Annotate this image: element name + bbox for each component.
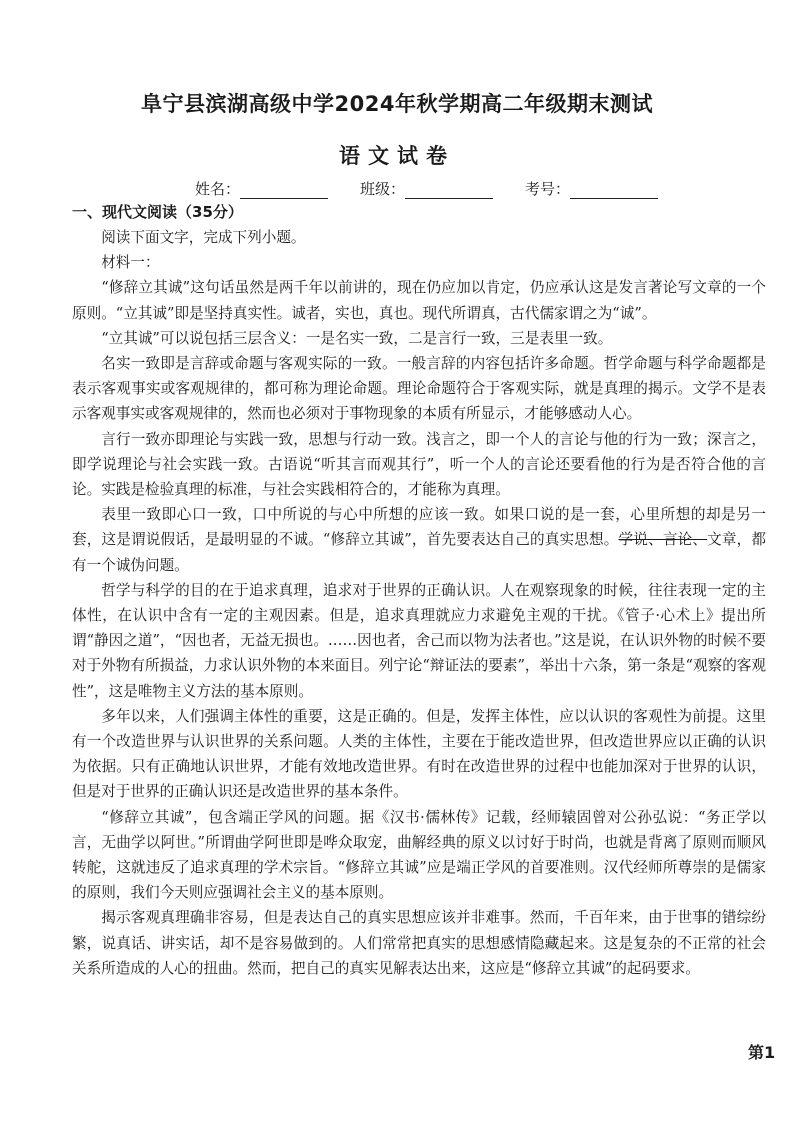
paragraph: “修辞立其诚”这句话虽然是两千年以前讲的，现在仍应加以肯定，仍应承认这是发言著论写文章的一个原则。“立其诚”即是坚持真实性。诚者，实也，真也。现代所谓真，古代儒家谓之为“诚”。	[72, 279, 766, 322]
paragraph: 哲学与科学的目的在于追求真理，追求对于世界的正确认识。人在观察现象的时候，往往表现一定的主体性，在认识中含有一定的主观因素。但是，追求真理就应力求避免主观的干扰。《管子·心术上》提出所谓“静因之道”，“因也者，无益无损也。……因也者，舍己而以物为法者也。”这是说，在认识外物的时候不要对于外物有所损益，力求认识外物的本来面目。列宁论“辩证法的要素”，举出十六条，第一条是“观察的客观性”，这是唯物主义方法的基本原则。	[72, 581, 766, 700]
paragraph: 多年以来，人们强调主体性的重要，这是正确的。但是，发挥主体性，应以认识的客观性为前提。这里有一个改造世界与认识世界的关系问题。人类的主体性，主要在于能改造世界，但改造世界应以正确的认识为依据。只有正确地认识世界，才能有效地改造世界。有时在改造世界的过程中也能加深对于世界的认识，但是对于世界的正确认识还是改造世界的基本条件。	[72, 707, 766, 801]
name-blank[interactable]	[240, 184, 328, 199]
paragraph: “修辞立其诚”，包含端正学风的问题。据《汉书·儒林传》记载，经师辕固曾对公孙弘说：“务正学以言，无曲学以阿世。”所谓曲学阿世即是哗众取宠，曲解经典的原义以讨好于时尚，也就是背离了原则而顺风转舵，这就违反了追求真理的学术宗旨。“修辞立其诚”应是端正学风的首要准则。汉代经师所尊崇的是儒家的原则，我们今天则应强调社会主义的基本原则。	[72, 808, 766, 902]
exam-no-blank[interactable]	[570, 184, 658, 199]
name-label: 姓名：	[195, 180, 241, 198]
paragraph: 揭示客观真理确非容易，但是表达自己的真实思想应该并非难事。然而，千百年来，由于世事的错综纷繁，说真话、讲实话，却不是容易做到的。人们常常把真实的思想感情隐藏起来。这是复杂的不正常的社会关系所造成的人心的扭曲。然而，把自己的真实见解表达出来，这应是“修辞立其诚”的起码要求。	[72, 909, 766, 977]
section-heading: 一、现代文阅读（35分）	[72, 203, 243, 221]
instruction-text: 阅读下面文字，完成下列小题。	[101, 229, 306, 246]
class-blank[interactable]	[405, 184, 493, 199]
struck-text: 学说、言论、	[618, 531, 708, 549]
exam-subtitle: 语文试卷	[339, 144, 455, 168]
paragraph: 言行一致亦即理论与实践一致，思想与行动一致。浅言之，即一个人的言论与他的行为一致；深言之，即学说理论与社会实践一致。古语说“听其言而观其行”，听一个人的言论还要看他的行为是否符合他的言论。实践是检验真理的标准，与社会实践相符合的，才能称为真理。	[72, 430, 766, 499]
paragraph: “立其诚”可以说包括三层含义：一是名实一致，二是言行一致，三是表里一致。	[101, 329, 613, 347]
page-number: 第1	[748, 1043, 776, 1062]
exam-title: 阜宁县滨湖高级中学2024年秋学期高二年级期末测试	[141, 92, 653, 116]
exam-no-label: 考号：	[525, 180, 571, 198]
paragraph	[72, 502, 766, 578]
reading-passage	[72, 225, 766, 981]
class-label: 班级：	[360, 180, 406, 198]
name-field	[195, 178, 328, 199]
class-field	[360, 178, 493, 199]
exam-no-field	[525, 178, 658, 199]
material-label: 材料一：	[101, 254, 160, 272]
paragraph-text: 文章，都有一个诚伪问题。	[72, 531, 766, 574]
student-info-row	[195, 178, 658, 199]
paragraph-text: 表里一致即心口一致，口中所说的与心中所想的应该一致。如果口说的是一套，心里所想的却是另一套，这是谓说假话，是最明显的不诚。“修辞立其诚”，首先要表达自己的真实思想。	[72, 506, 766, 549]
paragraph: 名实一致即是言辞或命题与客观实际的一致。一般言辞的内容包括许多命题。哲学命题与科学命题都是表示客观事实或客观规律的，都可称为理论命题。理论命题符合于客观实际，就是真理的揭示。文学不是表示客观事实或客观规律的，然而也必须对于事物现象的本质有所显示，才能够感动人心。	[72, 355, 766, 423]
